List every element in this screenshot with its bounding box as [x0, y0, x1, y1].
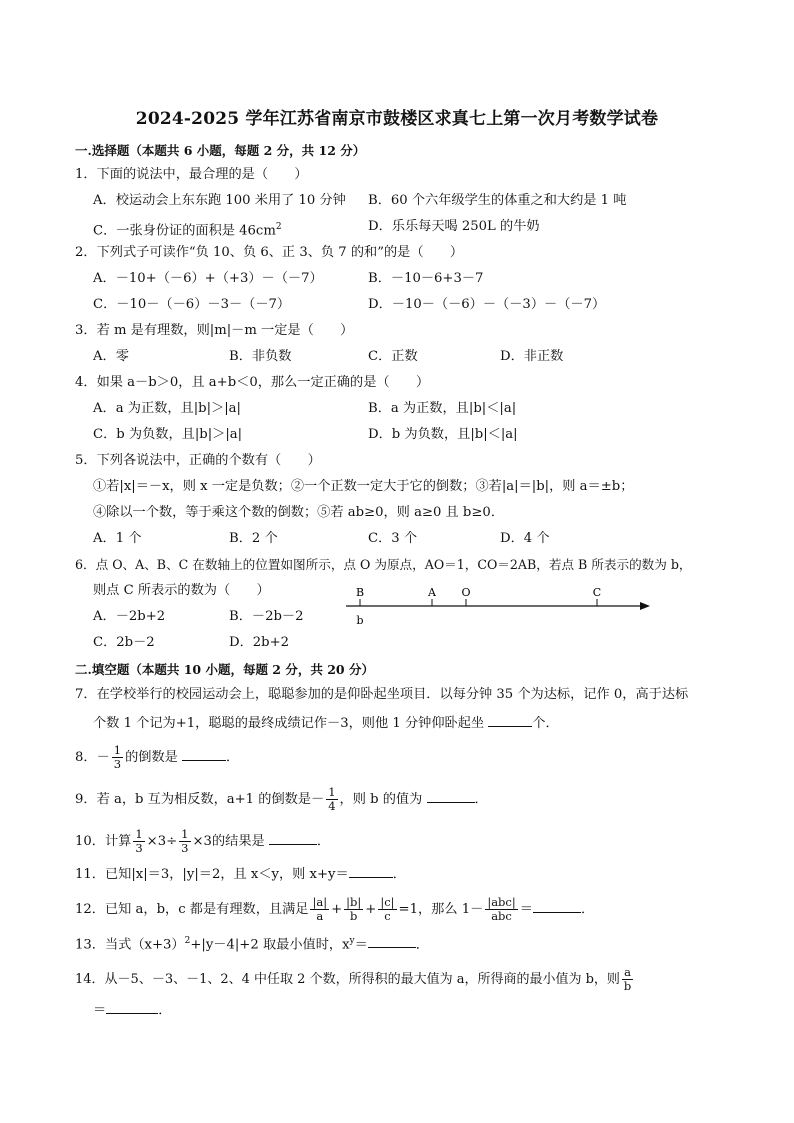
q3-option-b: B．非负数: [229, 349, 292, 364]
q1-option-b: B．60 个六年级学生的体重之和大约是 1 吨: [368, 193, 627, 208]
q14-fraction: $\frac{a}{b}$: [623, 965, 632, 993]
q12-fraction-a: $\frac{|a|}{a}$: [312, 895, 328, 923]
q7-answer-blank[interactable]: [488, 713, 532, 727]
q12-answer-blank[interactable]: [533, 899, 581, 913]
q12: 12．已知 a，b，c 都是有理数，且满足 $\frac{|a|}{a}$ + $\frac{|b|}{b}$ + $\frac{|c|}{c}$ =1，那么 1－ $\frac{\text{|abc|}}{\text{abc}}$ ＝ ．: [75, 895, 595, 923]
q5-option-d: D．4 个: [500, 531, 550, 546]
q3-option-a: A．零: [93, 349, 129, 364]
q4-option-b: B．a 为正数，且|b|＜|a|: [368, 401, 517, 416]
q2-option-c: C．－10－（－6）－3－（－7）: [93, 297, 291, 312]
q6-option-d: D．2b+2: [229, 635, 290, 650]
q1-option-d: D．乐乐每天喝 250L 的牛奶: [368, 219, 540, 234]
q14-answer-blank[interactable]: [106, 1000, 158, 1014]
label-a: A: [428, 586, 436, 599]
q6-stem-2: 则点 C 所表示的数为（ ）: [93, 583, 270, 598]
q1-option-a: A．校运动会上东东跑 100 米用了 10 分钟: [93, 193, 346, 208]
q1-option-c: C．一张身份证的面积是 $46cm^2$: [93, 222, 282, 239]
arrow-right-icon: [640, 602, 650, 610]
q13-answer-blank[interactable]: [368, 934, 416, 948]
label-c: C: [592, 586, 602, 599]
exam-title: 2024-2025 学年江苏省南京市鼓楼区求真七上第一次月考数学试卷: [135, 109, 659, 129]
q3-option-d: D．非正数: [500, 349, 564, 364]
q1-stem: 1．下面的说法中，最合理的是（ ）: [75, 167, 308, 182]
q7-line-2: 个数 1 个记为+1，聪聪的最终成绩记作－3，则他 1 分钟仰卧起坐 个．: [93, 713, 559, 733]
q6-option-c: C．2b－2: [93, 635, 155, 650]
q7-line-1: 7．在学校举行的校园运动会上，聪聪参加的是仰卧起坐项目．以每分钟 35 个为达标，记作 0，高于达标: [75, 687, 689, 702]
q8-answer-blank[interactable]: [182, 747, 226, 761]
q11-answer-blank[interactable]: [349, 864, 393, 878]
q4-option-d: D．b 为负数，且|b|＜|a|: [368, 427, 518, 442]
q5-option-c: C．3 个: [368, 531, 418, 546]
q12-fraction-c: $\frac{|c|}{c}$: [380, 895, 395, 923]
q2-option-a: A．－10+（－6）+（+3）－（－7）: [93, 271, 323, 286]
q2-option-b: B．－10－6+3－7: [368, 271, 484, 286]
q5-stem: 5．下列各说法中，正确的个数有（ ）: [75, 453, 321, 468]
q8-fraction: $\frac{1}{3}$: [113, 743, 122, 771]
q13: 13．当式$(x+3)^2+|y-4|+2$ 取最小值时，$x^y=$ ．: [75, 936, 429, 953]
q10: 10．计算 $\frac{1}{3}$ ×3÷ $\frac{1}{3}$ ×3的结果是 ．: [75, 827, 331, 855]
q12-fraction-b: $\frac{|b|}{b}$: [346, 895, 362, 923]
q6-option-b: B．－2b－2: [229, 609, 304, 624]
q5-statements-1: ①若|x|＝－x，则 x 一定是负数；②一个正数一定大于它的倒数；③若|a|＝|b|，则 a＝±b；: [93, 479, 634, 494]
label-b: B: [355, 586, 365, 599]
q10-fraction-1: $\frac{1}{3}$: [135, 827, 143, 855]
label-o: O: [461, 586, 471, 599]
q6-stem-1: 6．点 O、A、B、C 在数轴上的位置如图所示，点 O 为原点，AO＝1，CO＝2AB，若点 B 所表示的数为 b，: [75, 557, 692, 572]
q11: 11．已知|x|＝3，|y|＝2，且 x＜y，则 x+y＝ ．: [75, 864, 406, 884]
q4-stem: 4．如果 a－b＞0，且 a+b＜0，那么一定正确的是（ ）: [75, 375, 430, 390]
q5-option-a: A．1 个: [93, 531, 142, 546]
q3-option-c: C．正数: [368, 349, 418, 364]
q9-answer-blank[interactable]: [427, 789, 475, 803]
q4-option-c: C．b 为负数，且|b|＞|a|: [93, 427, 243, 442]
q5-option-b: B．2 个: [229, 531, 278, 546]
q4-option-a: A．a 为正数，且|b|＞|a|: [93, 401, 241, 416]
label-b-value: b: [356, 614, 364, 627]
q6-option-a: A．－2b+2: [93, 609, 166, 624]
q9: 9．若 a，b 互为相反数，a+1 的倒数是－ $\frac{1}{4}$ ，则 b 的值为 ．: [75, 785, 488, 813]
q10-fraction-2: $\frac{1}{3}$: [181, 827, 189, 855]
number-line-diagram: [340, 580, 660, 630]
section-choice-heading: 一.选择题（本题共 6 小题，每题 2 分，共 12 分）: [75, 143, 366, 158]
q12-fraction-abc: $\frac{\text{|abc|}}{\text{abc}}$: [487, 895, 516, 923]
section-fill-heading: 二.填空题（本题共 10 小题，每题 2 分，共 20 分）: [75, 662, 374, 677]
q5-statements-2: ④除以一个数，等于乘这个数的倒数；⑤若 ab≥0，则 a≥0 且 b≥0．: [93, 505, 505, 520]
q10-answer-blank[interactable]: [269, 831, 317, 845]
q14-line-2: ＝ ．: [93, 1000, 171, 1020]
q8: 8．－ $\frac{1}{3}$ 的倒数是 ．: [75, 743, 240, 771]
q2-option-d: D．－10－（－6）－（－3）－（－7）: [368, 297, 606, 312]
q9-fraction: $\frac{1}{4}$: [328, 785, 336, 813]
q2-stem: 2．下列式子可读作“负 10、负 6、正 3、负 7 的和”的是（ ）: [75, 245, 464, 260]
q14-line-1: 14．从－5、－3、－1、2、4 中任取 2 个数，所得积的最大值为 a，所得商的最小值为 b，则 $\frac{a}{b}$: [75, 965, 632, 993]
q3-stem: 3．若 m 是有理数，则|m|－m 一定是（ ）: [75, 323, 354, 338]
